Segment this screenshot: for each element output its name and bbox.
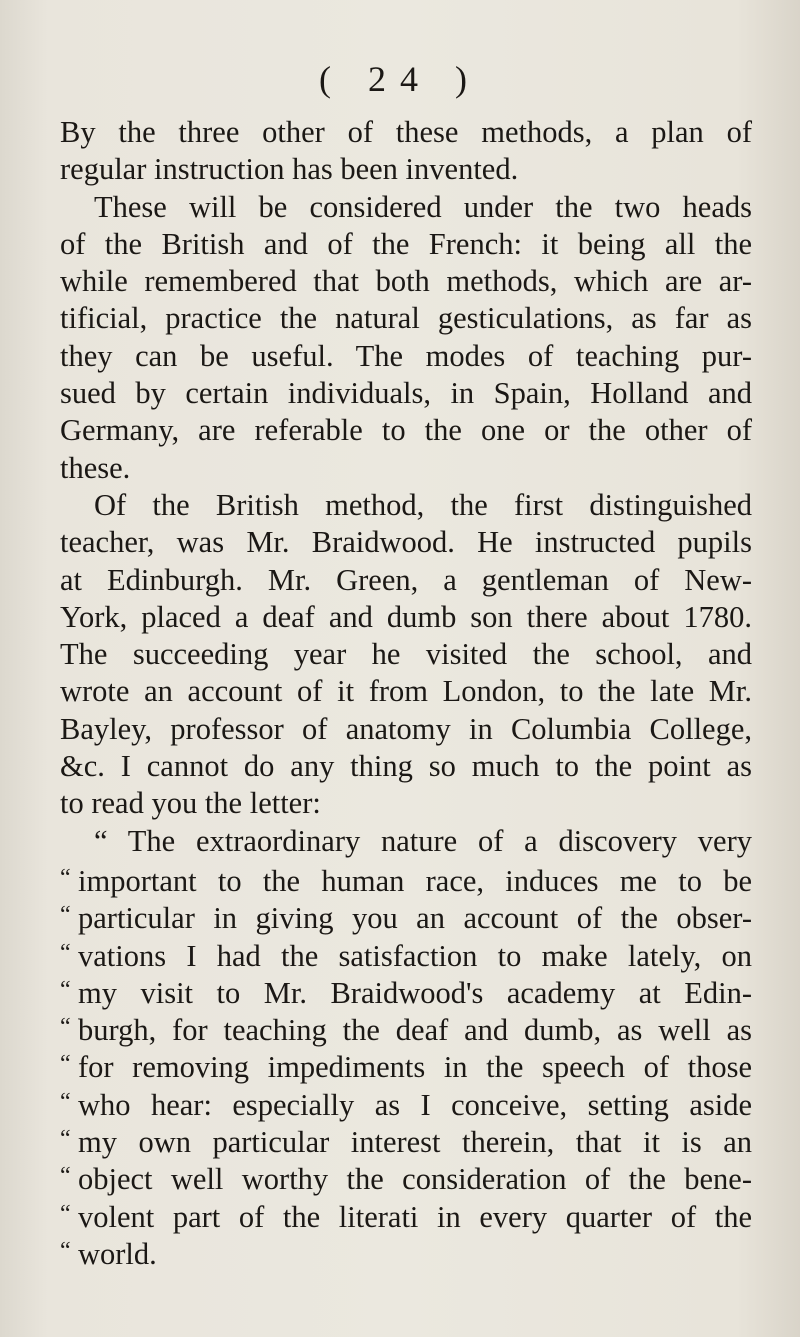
text-line: sued by certain individuals, in Spain, Holland and [60, 376, 752, 411]
text-line: wrote an account of it from London, to the late Mr. [60, 674, 752, 709]
text-line: teacher, was Mr. Braidwood. He instructed pupils [60, 525, 752, 560]
page-number: ( 24 ) [319, 59, 481, 99]
quote-line [60, 1158, 752, 1195]
quote-line [60, 1009, 752, 1046]
text-line: while remembered that both methods, which are ar- [60, 264, 752, 299]
quote-text: burgh, for teaching the deaf and dumb, as well as [78, 1013, 752, 1048]
quote-text: particular in giving you an account of the obser- [78, 901, 752, 936]
quote-text: world. [78, 1236, 157, 1271]
quote-mark: “ [60, 976, 71, 1003]
quote-line: “ The extraordinary nature of a discovery very [94, 823, 752, 858]
text-line: Germany, are referable to the one or the other of [60, 413, 752, 448]
quote-line [60, 897, 752, 934]
text-line: The succeeding year he visited the school, and [60, 637, 752, 672]
text-line: &c. I cannot do any thing so much to the point as [60, 749, 752, 784]
text-line: Bayley, professor of anatomy in Columbia College, [60, 711, 752, 746]
quote-mark: “ [60, 864, 71, 891]
quote-text: volent part of the literati in every quarter of the [78, 1199, 752, 1234]
quote-text: object well worthy the consideration of the bene- [78, 1162, 752, 1197]
quote-text: my visit to Mr. Braidwood's academy at Edin- [78, 975, 752, 1010]
body-text [60, 114, 752, 1270]
quote-line [60, 972, 752, 1009]
text-line: they can be useful. The modes of teaching pur- [60, 338, 752, 373]
text-line: Of the British method, the first distinguished [94, 487, 752, 522]
quote-text: who hear: especially as I conceive, setting aside [78, 1087, 752, 1122]
quote-line [60, 1233, 752, 1270]
text-line: tificial, practice the natural gesticulations, as far as [60, 301, 752, 336]
quote-mark: “ [60, 939, 71, 966]
text-line: to read you the letter: [60, 786, 321, 821]
text-line: at Edinburgh. Mr. Green, a gentleman of New- [60, 562, 752, 597]
quote-text: for removing impediments in the speech of those [78, 1050, 752, 1085]
text-line: By the three other of these methods, a plan of [60, 115, 752, 149]
quote-mark: “ [60, 1200, 71, 1227]
quote-mark: “ [60, 1126, 71, 1153]
text-line: These will be considered under the two heads [94, 189, 752, 224]
quote-line [60, 1121, 752, 1158]
quote-mark: “ [60, 1163, 71, 1190]
quote-text: vations I had the satisfaction to make lately, on [78, 938, 752, 973]
quote-text: my own particular interest therein, that it is an [78, 1125, 752, 1160]
quote-line [60, 860, 752, 897]
quote-mark: “ [60, 1014, 71, 1041]
text-line: regular instruction has been invented. [60, 152, 519, 187]
text-line: York, placed a deaf and dumb son there about 1780. [60, 599, 752, 634]
quote-text: important to the human race, induces me to be [78, 863, 752, 898]
text-line: of the British and of the French: it being all the [60, 226, 752, 261]
quote-line [60, 1196, 752, 1233]
quote-mark: “ [60, 1237, 71, 1264]
text-line: these. [60, 450, 131, 485]
quote-line [60, 1046, 752, 1083]
quote-mark: “ [60, 1088, 71, 1115]
quote-line [60, 935, 752, 972]
quote-mark: “ [60, 1051, 71, 1078]
quote-line [60, 1084, 752, 1121]
quote-mark: “ [60, 902, 71, 929]
